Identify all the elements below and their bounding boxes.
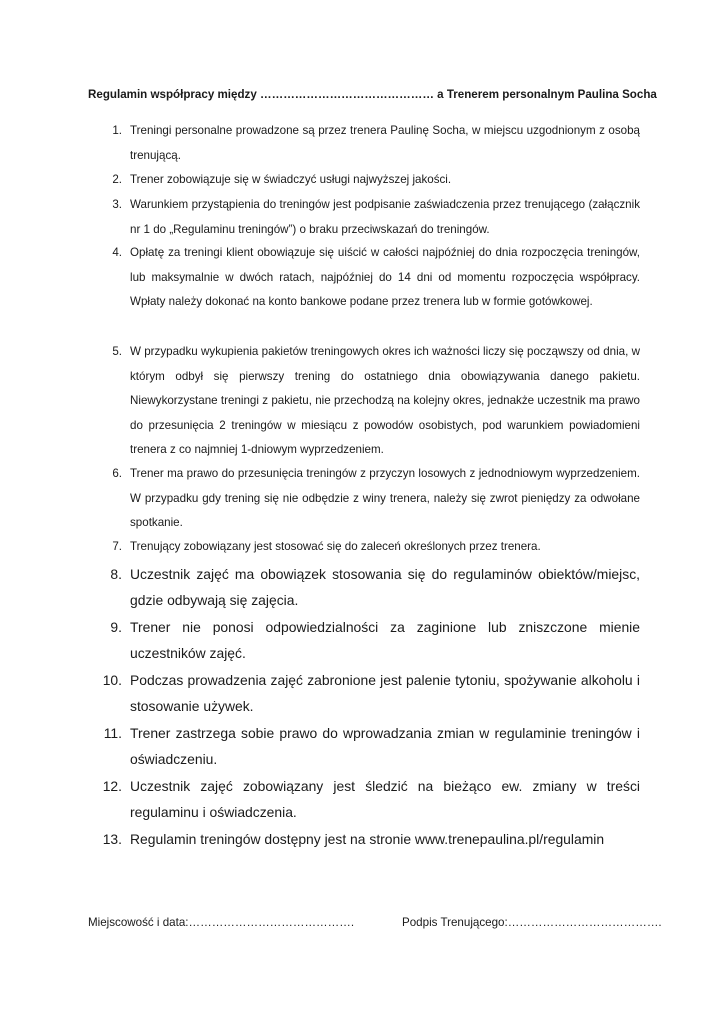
item-text: W przypadku wykupienia pakietów treningowych okres ich ważności liczy się począwszy od dnia, w którym odbył się pierwszy trening do ostatniego dnia obowiązywania danego pakietu. Niewykorzystane treningi z pakietu, nie przechodzą na kolejny okres, jednakże uczestnik ma prawo do przesunięcia 2 treningów w miesiącu z powodów osobistych, pod warunkiem powiadomieni trenera z co najmniej 1-dniowym wyprzedzeniem. bbox=[130, 345, 640, 457]
item-number: 5. bbox=[112, 345, 122, 358]
item-text: Trener ma prawo do przesunięcia treningów z przyczyn losowych z jednodniowym wyprzedzeniem. W przypadku gdy trening się nie odbędzie z winy trenera, należy się zwrot pieniędzy za odwołane spotkanie. bbox=[130, 467, 640, 530]
item-number: 11. bbox=[103, 725, 122, 741]
item-number: 10. bbox=[102, 672, 122, 688]
item-text: Trener zobowiązuje się w świadczyć usługi najwyższej jakości. bbox=[130, 173, 452, 186]
item-number: 8. bbox=[110, 566, 122, 582]
item-number: 3. bbox=[112, 198, 122, 211]
item-text: Uczestnik zajęć zobowiązany jest śledzić na bieżąco ew. zmiany w treści regulaminu i oświadczenia. bbox=[130, 778, 640, 820]
item-text: Uczestnik zajęć ma obowiązek stosowania się do regulaminów obiektów/miejsc, gdzie odbywają się zajęcia. bbox=[130, 566, 640, 608]
document-title: Regulamin współpracy między ……………………………………… a Trenerem personalnym Paulina Socha bbox=[88, 88, 657, 101]
item-text: Regulamin treningów dostępny jest na stronie www.trenepaulina.pl/regulamin bbox=[130, 831, 605, 847]
item-text: Podczas prowadzenia zajęć zabronione jest palenie tytoniu, spożywanie alkoholu i stosowanie używek. bbox=[130, 672, 640, 714]
item-text: Trenujący zobowiązany jest stosować się do zaleceń określonych przez trenera. bbox=[130, 540, 541, 553]
item-text: Trener nie ponosi odpowiedzialności za zaginione lub zniszczone mienie uczestników zajęć. bbox=[130, 619, 640, 661]
signature-line: Podpis Trenującego:…………………………………. bbox=[402, 916, 662, 929]
item-number: 9. bbox=[110, 619, 122, 635]
item-number: 1. bbox=[112, 124, 122, 137]
item-number: 2. bbox=[112, 173, 122, 186]
item-text: Treningi personalne prowadzone są przez trenera Paulinę Socha, w miejscu uzgodnionym z osobą trenującą. bbox=[130, 124, 640, 162]
item-number: 12. bbox=[102, 778, 122, 794]
item-text: Warunkiem przystąpienia do treningów jest podpisanie zaświadczenia przez trenującego (załącznik nr 1 do „Regulaminu treningów”) o braku przeciwskazań do treningów. bbox=[130, 198, 640, 236]
item-text: Trener zastrzega sobie prawo do wprowadzania zmian w regulaminie treningów i oświadczeniu. bbox=[130, 725, 640, 767]
item-number: 13. bbox=[102, 831, 122, 847]
item-number: 7. bbox=[112, 540, 122, 553]
item-number: 4. bbox=[112, 246, 122, 259]
item-text: Opłatę za treningi klient obowiązuje się uiścić w całości najpóźniej do dnia rozpoczęcia treningów, lub maksymalnie w dwóch ratach, najpóźniej do 14 dni od momentu rozpoczęcia współpracy. Wpłaty należy dokonać na konto bankowe podane przez trenera lub w formie gotówkowej. bbox=[130, 246, 640, 309]
item-number: 6. bbox=[112, 467, 122, 480]
place-date-line: Miejscowość i data:……………………………………. bbox=[88, 916, 355, 929]
